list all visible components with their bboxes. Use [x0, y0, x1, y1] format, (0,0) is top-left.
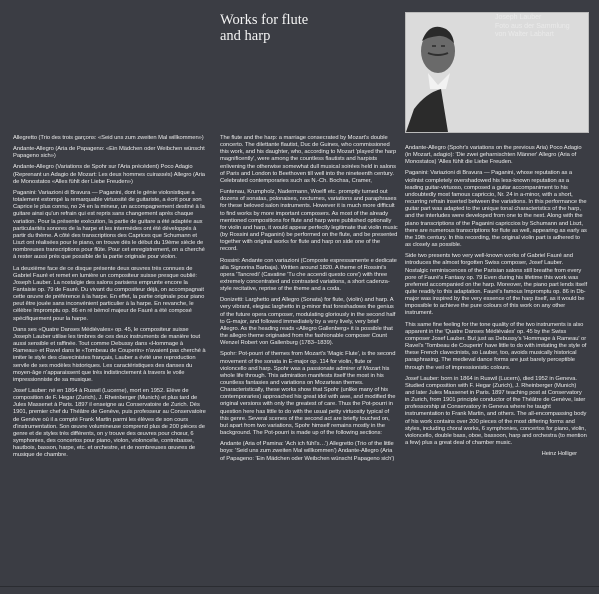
- en-paragraph: Donizetti: Larghetto and Allegro (Sonata) for flute, (violin) and harp. A very vibrant, elegiac larghetto in g-minor that foreshadows the genius of the future opera composer, modulating gloriously in the second half to G-major, and followed immediately by a very lively, very brief Allegro. As the heading reads «Allegro Gallenberg» it is possible that the allegro theme originated from the fashionable composer Count Wenzel Robert von Gallenburg (1783–1839).: [220, 297, 396, 347]
- en-paragraph: Side two presents two very well-known works of Gabriel Fauré and introduces the almost forgotten Swiss composer, Josef Lauber. Nostalgic reminiscences of the Parisian salons still breathe from every pore of Fauré's Fantasy op. 79 Even during his lifetime this work was preferred accompanied on the harp. Moreover, the piano part lends itself quite readily to this adaptation. Fauré's famous Impromptu op. 86 in Db-major was inspired by the very essence of the harp itself, as it would be impossible to achieve the pure colours of this work on any other instrument.: [405, 253, 588, 317]
- photo-caption: [495, 14, 570, 40]
- en-paragraph: Funtenau, Krumpholz, Nadermann, Woelfl etc. promptly turned out dozens of sonatas, polonaises, nocturnes, variations and paraphrases for these beloved salon instruments. However it is much more difficult to find works by more important composers. As most of the already mentioned compositions for flute and harp were published optionally for violin and harp, it would appear perfectly legitimate that violin music (by Rossini and Paganini) be performed on the flute, and be presented together with original works for flute and harp on side one of the record.: [220, 189, 398, 253]
- fr-paragraph: Paganini: Variazioni di Bravura — Paganini, dont le génie violonistique a totalement estompé la remarquable virtuosité de guitariste, a écrit pour son Caprice le plus connu, no 24 en la mineur, un accompagnement destiné à la guitare ainsi qu'un refrain qui est repris sans changement après chaque variation. Pour la présente exécution, la partie de guitare a été adaptée aux particularités sonores de la harpe et les intermèdes ont été développés à partir du thème. A côté des transcriptions des Caprices que Schumann et Liszt ont réalisées pour le piano, on trouve dès le début du 19ème siècle de nombreuses transcriptions pour flûte. Pour cet enregistrement, on a cherché à rester aussi près que possible de la partie originale pour violon.: [13, 189, 205, 261]
- en-paragraph: Andante (Aria of Pamina: 'Ach ich fühl's…') Allegretto (Trio of the little boys: 'Seid uns zum zweiten Mal willkommen') Andante-Allegro (Aria of Papageno: 'Ein Mädchen oder Weibchen wünscht Papageno sich'): [220, 441, 395, 462]
- en-paragraph: Spohr: Pot-pourri of themes from Mozart's 'Magic Flute', is the second movement of the sonata in E-major op. 114 for violin, flute or violoncello and harp. Spohr was a passionate admirer of Mozart his whole life through. This admiration manifests itself the most in his countless fantasies and variations on Mozartean themes. Characteristically, these works show that Spohr (unlike many of his contemporaries) approached his great idol with awe, and modified the original versions with only the greatest of care. Thus the Pot-pourri in question here has little to do with the usual petty virtuosity typical of this genre. Several scenes of the second act are briefly touched on, but apart from two variations, Spohr himself remains mostly in the background. The Pot-pourri is made up of the following sections:: [220, 351, 396, 437]
- bottom-edge: [0, 586, 599, 587]
- english-notes-column: [220, 135, 398, 467]
- en-paragraph: Josef Lauber: born in 1864 in Ruswil (Lucern), died 1952 in Geneva. Studied composition with F. Hegar (Zurich), J. Rheinberger (Munich) and later Jules Massenet in Paris. 1897 teaching post at Conservatory in Zurich, from 1901 principle conductor of the Théâtre de Genève, later professorship at Conservatory in Geneva where he taught instrumentation to Frank Martin, and others. The all-encompassing body of his work contains over 200 pieces of the most differing forms and styles, including choral works, 6 symphonies, concertos for piano, violin, violoncello, double bass, oboe, bassoon, harp and orchestra (to mention a few) plus a great deal of chamber music.: [405, 375, 587, 447]
- album-title: [220, 12, 308, 44]
- signature: Heinz Holliger: [541, 451, 577, 458]
- en-paragraph: The flute and the harp: a marriage consecrated by Mozart's double concerto. The dilettante flautist, Duc de Guines, who commissioned this work, and his daughter, who, according to Mozart 'played the harp magnificently', were among the countless flautists and harpists enlivening the otherwise somewhat dull musical soirées held in salons of Paris and London to Beethoven till well into the nineteenth century. Celebrated contemporaries such as N.-Ch. Bochsa, Cramer,: [220, 135, 397, 184]
- french-notes-column: [13, 135, 208, 464]
- en-paragraph: Andante-Allegro (Spohr's variations on the previous Aria) Poco Adagio (in Mozart, adagio): 'Die zwei geharnischten Männer' Allegro (Aria of Monostatos) 'Alles fühlt die Liebe Freuden.: [405, 145, 582, 166]
- fr-paragraph: Dans ses «Quatre Danses Médiévales» op. 45, le compositeur suisse Joseph Lauber utilise les timbres de ces deux instruments de manière tout aussi sensible et raffinée. Tout comme Debussy dans «Hommage à Rameau» et Ravel dans le «Tombeau de Couperin» n'avaient pas cherché à imiter le style des clavecinistes français, Lauber a évité une reproduction servile de ses modèles historiques. Les caractéristiques des danses du moyen-âge n'apparaissent que très indistinctement à travers le voile impressionniste de sa musique.: [13, 326, 206, 383]
- fr-paragraph: Allegretto (Trio des trois garçons: «Seid uns zum zweiten Mal willkommen»): [13, 135, 204, 141]
- en-paragraph: Rossini: Andante con variazioni (Composte espressamente e dedicate alla Signorina Barbaja). Written around 1820. A theme of Rossini's opera 'Tancredi' (Cavatine 'Tu che accendi questo core') with three extremely concentrated and contrasted variations, a short cadenza-style recitative, reprise of the theme and a coda.: [220, 257, 397, 293]
- caption-line-3: von Walter Labhart: [495, 31, 554, 38]
- caption-line-1: Joseph Lauber: [495, 14, 542, 21]
- title-line-1: Works for flute: [220, 12, 309, 28]
- en-paragraph: This same fine feeling for the tone quality of the two instruments is also apparent in the 'Quatre Danses Médiévales' op. 45 by the Swiss composer Josef Lauber. But just as Debussy's 'Hommage à Rameau' or Ravel's 'Tombeau de Couperin' have little to do with imitating the style of these French clavecinists, so Lauber, too, avoids musically historical paraphrasing. The medieval dance forms are just barely perceptible through the veil of impressionistic colours.: [405, 321, 587, 371]
- fr-paragraph: Andante-Allegro (Aria de Papageno: «Ein Mädchen oder Weibchen wünscht Papageno sich»): [13, 146, 205, 160]
- english-notes-column-2: [405, 145, 587, 462]
- portrait-photo: [405, 12, 589, 133]
- fr-paragraph: Andante-Allegro (Variations de Spohr sur l'Aria précédent) Poco Adagio (Reprenant un Adagio de Mozart: Les deux hommes cuirassés) Allegro (Aria de Monostatos «Alles fühlt der Liebe Freuden»): [13, 164, 205, 185]
- title-line-2: and harp: [220, 28, 271, 44]
- fr-paragraph: La deuxième face de ce disque présente deux œuvres très connues de Gabriel Fauré et remet en lumière un compositeur suisse presque oublié: Joseph Lauber. La nostalgie des salons parisiens emprunte encore la Fantaisie op. 79 de Fauré. Du vivant du compositeur déjà, on accompagnait cette œuvre de préférence à la harpe. En effet, la partie originale pour piano peut être jouée sans inconvénient particulier à la harpe. En revanche, le célèbre Impromptu op. 86 en ré bémol majeur de Fauré a été composé spécifiquement pour la harpe.: [13, 265, 205, 322]
- en-paragraph: Paganini: Variazioni di Bravura — Paganini, whose reputation as a violinist completely overshadowed his less-known reputation as a leading guitar-virtuoso, composed a guitar accompaniment to his undoubtedly most famous capriccio, Nr. 24 in a-minor, with a short, recurring refrain inserted between the variations. In this performance the guitar part was adapted to the unique tonal characteristics of the harp, and the interludes were developed from one to the next. Along with the piano transcriptions of the Paganini capriccios by Schumann and Liszt, there are numerous transcriptions for flute as well, appearing as early as the 19th century. In this recording, the original violin part is adhered to as closely as possible.: [405, 170, 587, 249]
- fr-paragraph: Josef Lauber: né en 1864 à Ruswil (Lucerne), mort en 1952. Elève de composition de F. Hegar (Zurich), J. Rheinberger (Munich) et plus tard de Jules Massenet à Paris. 1897 il enseigne au Conservatoire de Zurich. Dès 1901, premier chef du Théâtre de Genève, puis professeur au Conservatoire de Genève où il a compté Frank Martin parmi les élèves de son cours d'instrumentation. Son œuvre volumineuse comprend plus de 200 pièces de genre et de styles très différents, on y trouve des œuvres pour chœur, 6 symphonies, des concertos pour piano, violon, violoncelle, contrebasse, hautbois, basson, harpe, etc. et orchestre, et de nombreuses œuvres de musique de chambre.: [13, 388, 206, 459]
- caption-line-2: Foto aus der Sammlung: [495, 22, 570, 30]
